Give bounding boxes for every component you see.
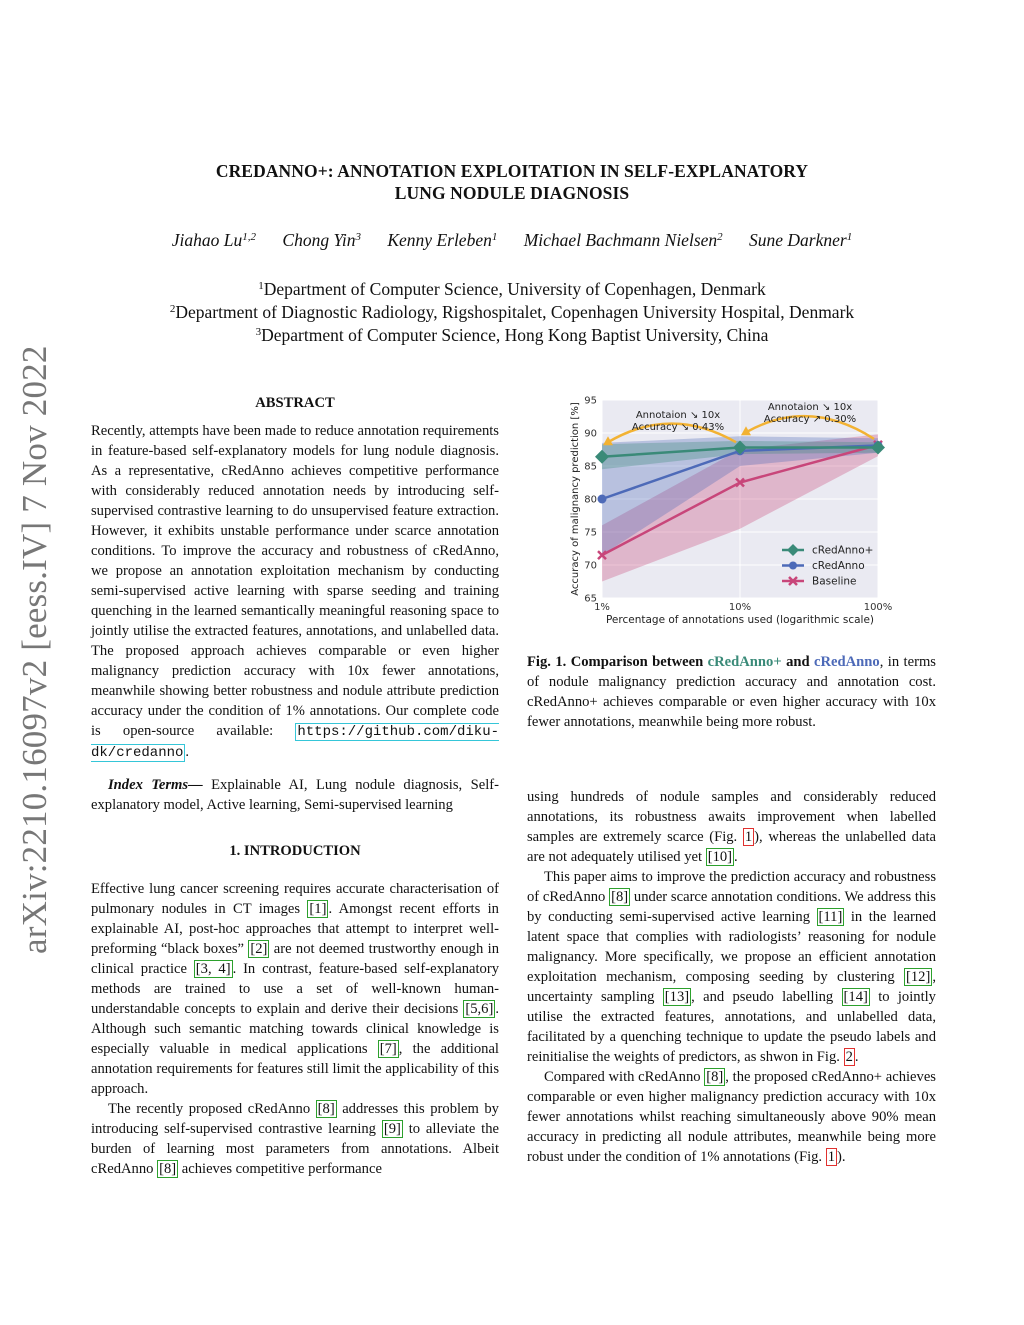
affiliation: $^2$Department of Diagnostic Radiology, Rigshospitalet, Copenhagen University Hospital, Denmark [169,302,855,322]
index-terms: Index Terms— Explainable AI, Lung nodule diagnosis, Self-explanatory model, Active learning, Semi-supervised learning [91,777,499,813]
body-paragraph: This paper aims to improve the prediction accuracy and robustness of cRedAnno [8] under scarce annotation conditions. We address this by conducting semi-supervised active learning [11] in the learned latent space that complies with radiologists’ reasoning for nodule malignancy. More specifically, we propose an efficient annotation exploitation mechanism, composing seeding by clustering [12] , uncertainty sampling [13] , and pseudo labelling [14] to jointly utilise the extracted features, annotations, and unlabelled data, facilitated by a quenching technique to update the pseudo labels and reinitialise the weights of predictors, as shwon in Fig. 2 . [527,869,936,1065]
body-paragraph: using hundreds of nodule samples and considerably reduced annotations, its robustness awaits improvement when labelled samples are extremely scarce (Fig. 1 ), whereas the unlabelled data are not adequately utilised yet [10] . [527,789,936,865]
figure-reference[interactable]: 2 [845,1049,853,1065]
abstract-heading: ABSTRACT [255,395,335,411]
paper-title [100,160,924,204]
chart-xlabel: Percentage of annotations used (logarithmic scale) [605,614,875,626]
author: Sune Darkner$^1$ [749,230,853,250]
author: Jiahao Lu$^{1,2}$ [171,230,257,250]
citation[interactable]: [12] [906,969,931,985]
citation[interactable]: [5,6] [465,1001,494,1017]
citation[interactable]: [2] [250,941,268,957]
citation[interactable]: [8] [317,1101,335,1117]
legend-label: cRedAnno [812,560,865,572]
left-column [91,393,499,1179]
author: Kenny Erleben$^1$ [387,230,498,250]
chart-ylabel: Accuracy of malignancy prediction [%] [570,402,581,596]
y-tick-label: 75 [584,527,597,539]
legend-label: Baseline [812,575,857,588]
x-tick-label: 10% [728,602,752,613]
citation[interactable]: [14] [843,989,868,1005]
author-list [80,230,944,251]
right-column [527,787,936,1167]
figure-reference[interactable]: 1 [827,1149,836,1165]
annotation-text: Accuracy ↘ 0.43% [631,422,725,433]
affiliation: $^3$Department of Computer Science, Hong Kong Baptist University, China [255,325,769,345]
x-tick-label: 1% [594,602,610,613]
citation[interactable]: [8] [706,1069,724,1085]
y-tick-label: 65 [584,593,597,605]
annotation-text: Annotaion ↘ 10x [767,402,853,413]
point-cRedAnno [598,495,607,504]
accuracy-chart [556,390,906,630]
affiliation: $^1$Department of Computer Science, University of Copenhagen, Denmark [258,279,766,299]
code-link[interactable]: https://github.com/diku-dk/credanno [91,724,499,761]
arxiv-stamp: arXiv:2210.16097v2 [eess.IV] 7 Nov 2022 [15,345,54,954]
section-heading-introduction: 1. INTRODUCTION [229,843,361,859]
y-tick-label: 80 [584,494,597,506]
y-tick-label: 85 [584,461,597,473]
annotation-text: Annotaion ↘ 10x [635,410,721,421]
citation[interactable]: [1] [309,901,327,917]
citation[interactable]: [13] [664,989,690,1005]
y-tick-label: 70 [584,560,597,572]
y-tick-label: 90 [584,428,597,440]
title-line-1: CREDANNO+: ANNOTATION EXPLOITATION IN SELF-EXPLANATORY [215,161,809,181]
figure-reference[interactable]: 1 [744,829,753,845]
x-tick-label: 100% [863,602,893,613]
body-paragraph: Compared with cRedAnno [8] , the proposed cRedAnno+ achieves comparable or even higher malignancy prediction accuracy with 10x fewer annotations whilst reaching simultaneously above 90% mean accuracy in predicting all nodule attributes, meanwhile being more robust under the condition of 1% annotations (Fig. 1 ). [527,1069,936,1165]
affiliations [80,278,944,347]
citation[interactable]: [3, 4] [195,961,231,977]
legend-marker [789,562,797,570]
legend-label: cRedAnno+ [812,544,874,557]
annotation-text: Accuracy ↗ 0.30% [763,414,857,425]
title-line-2: LUNG NODULE DIAGNOSIS [394,183,630,203]
intro-paragraph: The recently proposed cRedAnno [8] addresses this problem by introducing self-supervised contrastive learning [9] to alleviate the burden of learning most parameters from annotations. Albeit cRedAnno [8] achieves competitive performance [91,1101,499,1177]
citation[interactable]: [8] [611,889,629,905]
citation[interactable]: [11] [818,909,843,925]
abstract-text: Recently, attempts have been made to reduce annotation requirements in feature-based self-explanatory models for lung nodule diagnosis. As a representative, cRedAnno achieves competitive performance with considerably reduced annotation needs by introducing self-supervised contrastive learning to do unsupervised feature extraction. However, it exhibits unstable performance under scarce annotation conditions. To improve the accuracy and robustness of cRedAnno, we propose an annotation exploitation mechanism by conducting semi-supervised active learning with sparse seeding and training quenching in the learned semantically meaningful reasoning space to jointly utilise the extracted features, annotations, and unlabelled data. The proposed approach achieves comparable or even higher malignancy prediction accuracy with 10x fewer annotations, meanwhile showing better robustness and nodule attribute prediction accuracy under the condition of 1% annotations. Our complete code is open-source available: https://github.com/diku-dk/credanno . [91,423,499,761]
intro-paragraph: Effective lung cancer screening requires accurate characterisation of pulmonary nodules in CT images [1] . Amongst recent efforts in explainable AI, post-hoc approaches that attempt to interpret well-preforming “black boxes” [2] are not deemed trustworthy enough in clinical practice [3, 4] . In contrast, feature-based self-explanatory methods are trained to use a set of well-known human-understandable concepts to explain and derive their decisions [5,6] . Although such semantic matching towards clinical knowledge is especially valuable in medical applications [7] , the additional annotation requirements for features still limit the applicability of this approach. [91,881,499,1097]
citation[interactable]: [8] [159,1161,177,1177]
figure-caption: Fig. 1. Comparison between cRedAnno+ and cRedAnno, in terms of nodule malignancy prediction accuracy and annotation cost. cRedAnno+ achieves comparable or even higher accuracy with 10x fewer annotations, meanwhile being more robust. [527,654,936,730]
author: Chong Yin$^3$ [282,230,361,250]
citation[interactable]: [10] [707,849,733,865]
citation[interactable]: [9] [383,1121,401,1137]
citation[interactable]: [7] [379,1041,397,1057]
author: Michael Bachmann Nielsen$^2$ [523,230,723,250]
y-tick-label: 95 [584,395,597,407]
